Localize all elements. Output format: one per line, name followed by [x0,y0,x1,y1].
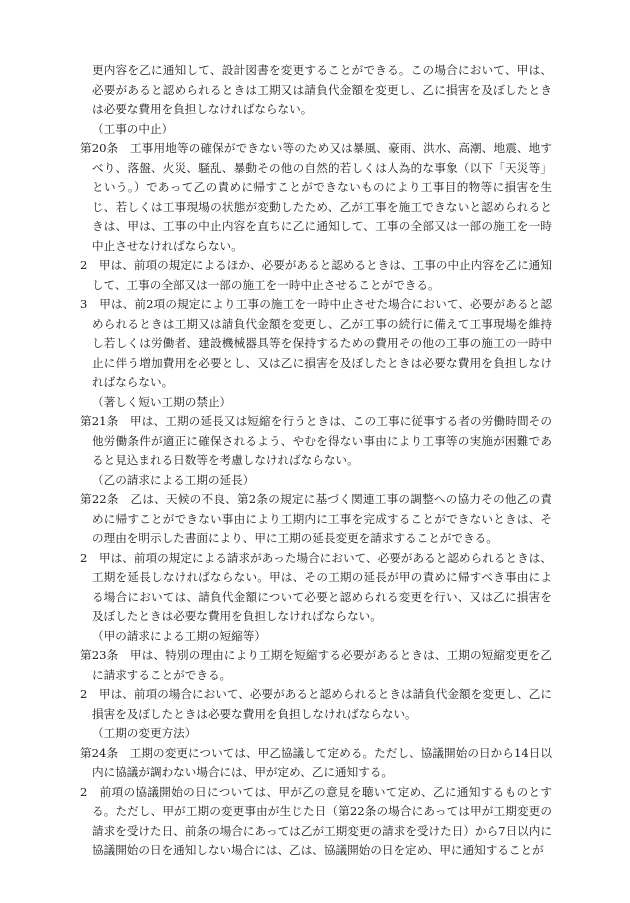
article-21: 第21条 甲は、工期の延長又は短縮を行うときは、この工事に従事する者の労働時間その他労働条件が適正に確保されるよう、やむを得ない事由により工事等の実施が困難であると見込まれる日数等を考慮しなければならない。 [80,414,552,467]
section-heading-change-method: （工期の変更方法） [92,726,197,740]
article-24: 第24条 工期の変更については、甲乙協議して定める。ただし、協議開始の日から14日以内に協議が調わない場合には、甲が定め、乙に通知する。 [80,745,552,779]
section-heading-shortening-request: （甲の請求による工期の短縮等） [92,628,266,643]
section-heading-work-suspension: （工事の中止） [92,121,174,136]
article-23-item-2: 2 甲は、前項の場合において、必要があると認められるときは請負代金額を変更し、乙に損害を及ぼしたときは必要な費用を負担しなければならない。 [80,687,552,721]
article-20-item-2: 2 甲は、前項の規定によるほか、必要があると認めるときは、工事の中止内容を乙に通知して、工事の全部又は一部の施工を一時中止させることができる。 [80,258,552,292]
document-body [80,61,552,861]
article-24-item-2: 2 前項の協議開始の日については、甲が乙の意見を聴いて定め、乙に通知するものとする。ただし、甲が工期の変更事由が生じた日（第22条の場合にあっては甲が工期変更の請求を受けた日、前条の場合にあっては乙が工期変更の請求を受けた日）から7日以内に協議開始の日を通知しない場合には、乙は、協議開始の日を定め、甲に通知することが [80,784,552,857]
article-20-item-3: 3 甲は、前2項の規定により工事の施工を一時中止させた場合において、必要があると認められるときは工期又は請負代金額を変更し、乙が工事の続行に備えて工事現場を維持し若しくは労働者、建設機械器具等を保持するための費用その他の工事の施工の一時中止に伴う増加費用を必要とし、又は乙に損害を及ぼしたときは必要な費用を負担しなければならない。 [80,297,552,389]
article-22: 第22条 乙は、天候の不良、第2条の規定に基づく関連工事の調整への協力その他乙の責めに帰すことができない事由により工期内に工事を完成することができないときは、その理由を明示した書面により、甲に工期の延長変更を請求することができる。 [80,492,552,545]
article-22-item-2: 2 甲は、前項の規定による請求があった場合において、必要があると認められるときは、工期を延長しなければならない。甲は、その工期の延長が甲の責めに帰すべき事由による場合においては、請負代金額について必要と認められる変更を行い、又は乙に損害を及ぼしたときは必要な費用を負担しなければならない。 [80,550,552,623]
section-heading-short-period-ban: （著しく短い工期の禁止） [92,394,232,409]
article-23: 第23条 甲は、特別の理由により工期を短縮する必要があるときは、工期の短縮変更を乙に請求することができる。 [80,648,552,682]
article-20: 第20条 工事用地等の確保ができない等のため又は暴風、豪雨、洪水、高潮、地震、地すべり、落盤、火災、騒乱、暴動その他の自然的若しくは人為的な事象（以下「天災等」という。）であって乙の責めに帰すことができないものにより工事目的物等に損害を生じ、若しくは工事現場の状態が変動したため、乙が工事を施工できないと認められるときは、甲は、工事の中止内容を直ちに乙に通知して、工事の全部又は一部の施工を一時中止させなければならない。 [80,141,552,253]
paragraph-continued: 更内容を乙に通知して、設計図書を変更することができる。この場合において、甲は、必要があると認められるときは工期又は請負代金額を変更し、乙に損害を及ぼしたときは必要な費用を負担しなければならない。 [92,63,552,116]
section-heading-extension-request: （乙の請求による工期の延長） [92,472,255,487]
